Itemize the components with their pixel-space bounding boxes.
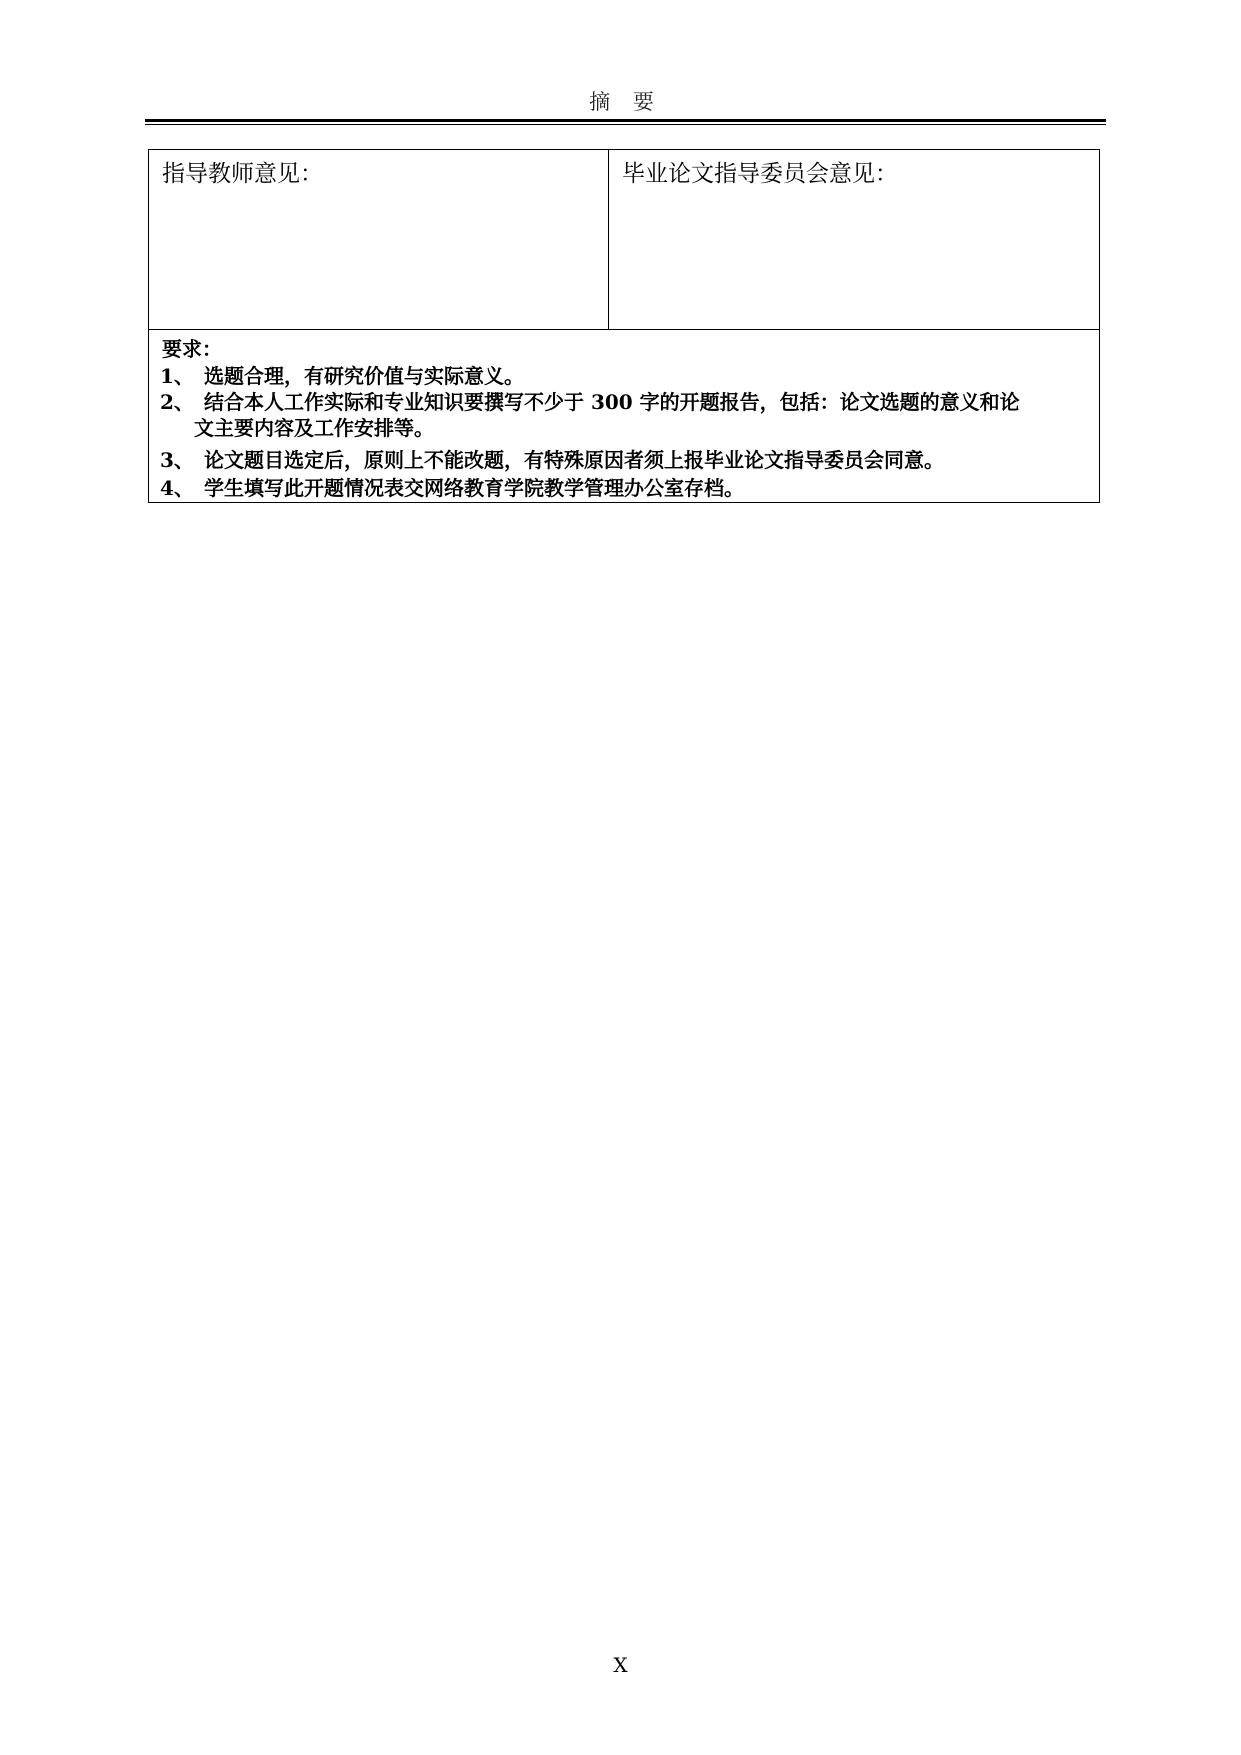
requirement-text: 论文题目选定后，原则上不能改题，有特殊原因者须上报毕业论文指导委员会同意。 (204, 448, 944, 472)
page-header-title: 摘 要 (589, 90, 662, 114)
header-rule-thick (145, 119, 1106, 122)
requirement-text: 结合本人工作实际和专业知识要撰写不少于 300 字的开题报告，包括：论文选题的意义和论 (204, 390, 1020, 414)
requirements-cell (149, 330, 1099, 502)
requirement-number: 4、 (160, 476, 194, 500)
requirement-number: 3、 (160, 448, 194, 472)
requirement-item (160, 444, 944, 473)
requirement-text: 学生填写此开题情况表交网络教育学院教学管理办公室存档。 (204, 476, 744, 500)
requirement-number: 2、 (160, 390, 194, 414)
requirement-number: 1、 (160, 364, 194, 388)
requirement-item (160, 472, 744, 501)
advisor-opinion-label: 指导教师意见： (162, 161, 323, 187)
committee-opinion-label: 毕业论文指导委员会意见： (622, 161, 898, 187)
requirement-item (160, 360, 524, 389)
requirement-item (160, 386, 1020, 415)
requirements-title: 要求： (162, 337, 222, 361)
opinion-form-table (148, 149, 1100, 503)
advisor-opinion-cell (149, 150, 609, 330)
page-number: X (613, 1653, 628, 1677)
requirement-text: 选题合理，有研究价值与实际意义。 (204, 364, 524, 388)
requirement-text-continuation: 文主要内容及工作安排等。 (194, 416, 434, 440)
header-rule-thin (145, 124, 1106, 125)
committee-opinion-cell (609, 150, 1099, 330)
